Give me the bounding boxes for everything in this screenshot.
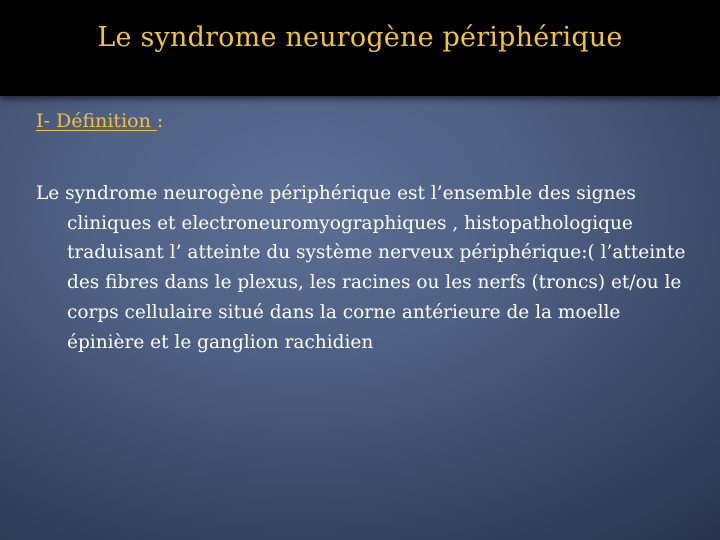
slide-title: Le syndrome neurogène périphérique bbox=[97, 22, 623, 53]
title-bar bbox=[0, 0, 720, 96]
section-heading bbox=[36, 110, 686, 132]
definition-paragraph: Le syndrome neurogène périphérique est l’ensemble des signes cliniques et electroneuromyographiques , histopathologique traduisant l’ atteinte du système nerveux périphérique:( l’atteinte des fibres dans le plexus, les racines ou les nerfs (troncs) et/ou le corps cellulaire situé dans la corne antérieure de la moelle épinière et le ganglion rachidien bbox=[36, 183, 686, 353]
section-heading-colon: : bbox=[156, 110, 164, 132]
slide-content bbox=[36, 110, 686, 357]
section-heading-label: I- Définition bbox=[36, 110, 157, 132]
